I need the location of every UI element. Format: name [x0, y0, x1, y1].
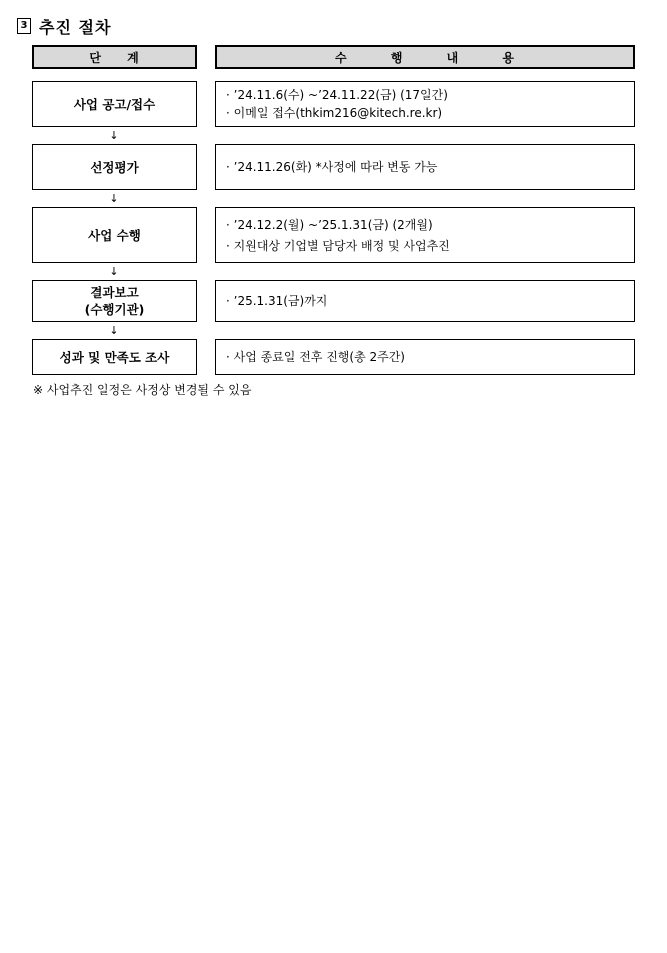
- content-line: · 사업 종료일 전후 진행(총 2주간): [226, 350, 405, 364]
- section-heading: [17, 14, 111, 38]
- content-line: · 이메일 접수(thkim216@kitech.re.kr): [226, 106, 443, 120]
- arrow-down-icon: ↓: [109, 129, 119, 142]
- content-line: · ’24.12.2(월) ~’25.1.31(금) (2개월): [226, 217, 433, 232]
- stage-label: 성과 및 만족도 조사: [59, 349, 170, 365]
- content-execution: [215, 207, 635, 263]
- stage-report: [32, 280, 197, 322]
- stage-execution: [32, 207, 197, 263]
- stage-announcement: [32, 81, 197, 127]
- stage-survey: [32, 339, 197, 375]
- content-line: · ’24.11.26(화) *사정에 따라 변동 가능: [226, 160, 438, 174]
- header-stage: 단 계: [32, 45, 197, 69]
- content-survey: [215, 339, 635, 375]
- arrow-down-icon: ↓: [109, 265, 119, 278]
- footnote: ※ 사업추진 일정은 사정상 변경될 수 있음: [33, 383, 252, 397]
- content-announcement: [215, 81, 635, 127]
- stage-label: 사업 수행: [88, 227, 141, 243]
- arrow-down-icon: ↓: [109, 192, 119, 205]
- section-title: 추진 절차: [39, 17, 112, 37]
- stage-label: 사업 공고/접수: [73, 96, 156, 112]
- stage-label: 결과보고: [90, 285, 139, 300]
- content-evaluation: [215, 144, 635, 190]
- content-line: · 지원대상 기업별 담당자 배정 및 사업추진: [226, 238, 450, 253]
- content-line: · ’24.11.6(수) ~’24.11.22(금) (17일간): [226, 88, 448, 102]
- section-number: 3: [17, 18, 31, 34]
- stage-label: 선정평가: [90, 159, 139, 175]
- arrow-down-icon: ↓: [109, 324, 119, 337]
- content-report: [215, 280, 635, 322]
- header-content: 수 행 내 용: [215, 45, 635, 69]
- content-line: · ’25.1.31(금)까지: [226, 294, 328, 308]
- stage-evaluation: [32, 144, 197, 190]
- stage-label: (수행기관): [84, 302, 145, 317]
